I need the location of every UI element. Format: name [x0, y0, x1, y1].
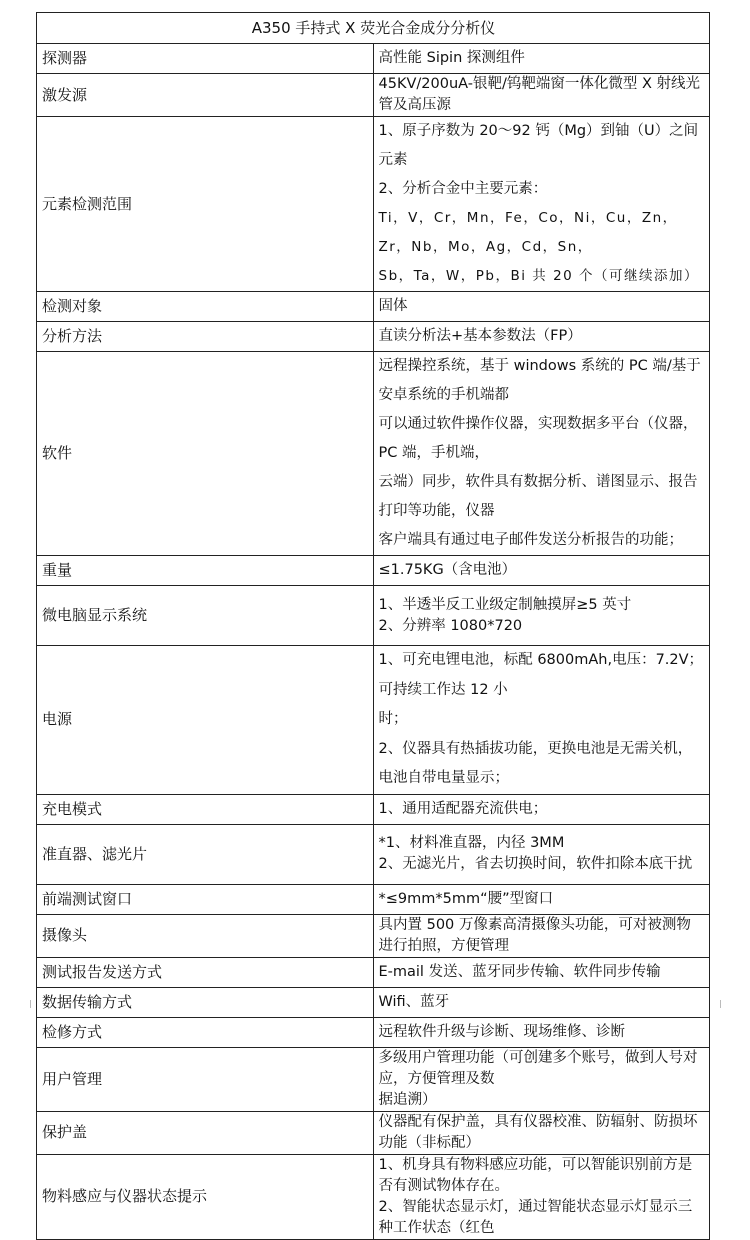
selection-corner-left	[30, 1000, 39, 1008]
spec-value-line: 远程软件升级与诊断、现场维修、诊断	[378, 1023, 625, 1040]
spec-value-line: 可以通过软件操作仪器，实现数据多平台（仪器，PC 端，手机端，	[378, 416, 698, 461]
spec-value-line: E-mail 发送、蓝牙同步传输、软件同步传输	[378, 963, 661, 980]
spec-value	[373, 884, 710, 914]
spec-key: 前端测试窗口	[37, 884, 374, 914]
spec-key: 重量	[37, 556, 374, 586]
spec-key: 检测对象	[37, 292, 374, 322]
spec-value-line: *≤9mm*5mm“腰”型窗口	[378, 890, 554, 907]
spec-value-line: 1、原子序数为 20～92 钙（Mg）到铀（U）之间元素	[378, 123, 699, 168]
spec-value	[373, 1111, 710, 1154]
spec-row	[37, 957, 710, 987]
spec-row	[37, 884, 710, 914]
spec-value	[373, 586, 710, 646]
spec-key: 摄像头	[37, 914, 374, 957]
spec-row	[37, 292, 710, 322]
spec-row	[37, 586, 710, 646]
spec-value-line: 2、智能状态显示灯，通过智能状态显示灯显示三种工作状态（红色	[378, 1198, 693, 1236]
spec-value-line: 客户端具有通过电子邮件发送分析报告的功能；	[378, 532, 683, 548]
spec-value-line: 1、机身具有物料感应功能，可以智能识别前方是否有测试物体存在。	[378, 1156, 693, 1194]
spec-value-line: 直读分析法+基本参数法（FP）	[378, 328, 582, 344]
spec-key: 软件	[37, 352, 374, 556]
spec-value	[373, 117, 710, 292]
spec-value	[373, 292, 710, 322]
spec-value-line: 1、半透半反工业级定制触摸屏≥5 英寸	[378, 596, 632, 613]
spec-key: 激发源	[37, 74, 374, 117]
spec-value	[373, 794, 710, 824]
spec-key: 物料感应与仪器状态提示	[37, 1154, 374, 1239]
title-row	[37, 13, 710, 44]
spec-row	[37, 44, 710, 74]
spec-row	[37, 117, 710, 292]
spec-row	[37, 824, 710, 884]
table-title: A350 手持式 X 荧光合金成分分析仪	[37, 13, 710, 44]
spec-value-line: Ti，V，Cr，Mn，Fe，Co，Ni，Cu，Zn，Zr，Nb，Mo，Ag，Cd，Sn，	[378, 210, 678, 255]
spec-value	[373, 646, 710, 795]
spec-value	[373, 44, 710, 74]
spec-value	[373, 556, 710, 586]
spec-value	[373, 322, 710, 352]
spec-row	[37, 1154, 710, 1239]
spec-value-line: *1、材料准直器，内径 3MM	[378, 835, 565, 851]
spec-row	[37, 987, 710, 1017]
spec-value-line: 2、仪器具有热插拔功能，更换电池是无需关机，电池自带电量显示；	[378, 740, 693, 786]
spec-row	[37, 914, 710, 957]
spec-value	[373, 987, 710, 1017]
selection-corner-right	[712, 1000, 721, 1008]
spec-key: 用户管理	[37, 1047, 374, 1111]
spec-value-line: 固体	[378, 298, 408, 314]
spec-value-line: 具内置 500 万像素高清摄像头功能，可对被测物进行拍照，方便管理	[378, 916, 691, 954]
spec-value-line: 高性能 Sipin 探测组件	[378, 50, 525, 66]
spec-value	[373, 74, 710, 117]
spec-value-line: 仪器配有保护盖，具有仪器校准、防辐射、防损坏功能（非标配）	[378, 1113, 698, 1151]
spec-value	[373, 957, 710, 987]
spec-row	[37, 1047, 710, 1111]
spec-table	[36, 12, 710, 1240]
spec-key: 电源	[37, 646, 374, 795]
spec-key: 充电模式	[37, 794, 374, 824]
spec-value-line: 2、无滤光片，省去切换时间，软件扣除本底干扰	[378, 856, 693, 872]
spec-key: 探测器	[37, 44, 374, 74]
spec-value-line: 1、可充电锂电池，标配 6800mAh,电压：7.2V；可持续工作达 12 小	[378, 652, 704, 698]
spec-key: 测试报告发送方式	[37, 957, 374, 987]
spec-value-line: 1、通用适配器充流供电；	[378, 800, 548, 817]
spec-key: 分析方法	[37, 322, 374, 352]
spec-key: 检修方式	[37, 1017, 374, 1047]
spec-value-line: 2、分析合金中主要元素：	[378, 181, 548, 197]
spec-sheet	[36, 12, 710, 1240]
spec-value-line: 时；	[378, 711, 408, 727]
spec-value	[373, 1047, 710, 1111]
spec-row	[37, 794, 710, 824]
spec-value-line: ≤1.75KG（含电池）	[378, 562, 517, 578]
spec-row	[37, 1017, 710, 1047]
spec-value-line: 2、分辨率 1080*720	[378, 617, 523, 634]
spec-value	[373, 352, 710, 556]
spec-value	[373, 1154, 710, 1239]
spec-key: 保护盖	[37, 1111, 374, 1154]
spec-row	[37, 352, 710, 556]
spec-key: 数据传输方式	[37, 987, 374, 1017]
spec-key: 微电脑显示系统	[37, 586, 374, 646]
spec-value-line: Sb，Ta，W，Pb，Bi 共 20 个（可继续添加）	[378, 268, 700, 284]
spec-row	[37, 74, 710, 117]
spec-value-line: 多级用户管理功能（可创建多个账号，做到人号对应，方便管理及数	[378, 1049, 698, 1087]
spec-value-line: 据追溯）	[378, 1091, 437, 1108]
spec-value-line: 45KV/200uA-银靶/钨靶端窗一体化微型 X 射线光管及高压源	[378, 76, 700, 113]
spec-row	[37, 322, 710, 352]
spec-value-line: 远程操控系统，基于 windows 系统的 PC 端/基于安卓系统的手机端都	[378, 358, 701, 403]
spec-row	[37, 556, 710, 586]
spec-value	[373, 914, 710, 957]
spec-value-line: 云端）同步，软件具有数据分析、谱图显示、报告打印等功能，仪器	[378, 474, 698, 519]
spec-row	[37, 646, 710, 795]
spec-value	[373, 824, 710, 884]
spec-key: 准直器、滤光片	[37, 824, 374, 884]
spec-value-line: Wifi、蓝牙	[378, 993, 450, 1010]
spec-value	[373, 1017, 710, 1047]
spec-key: 元素检测范围	[37, 117, 374, 292]
spec-row	[37, 1111, 710, 1154]
